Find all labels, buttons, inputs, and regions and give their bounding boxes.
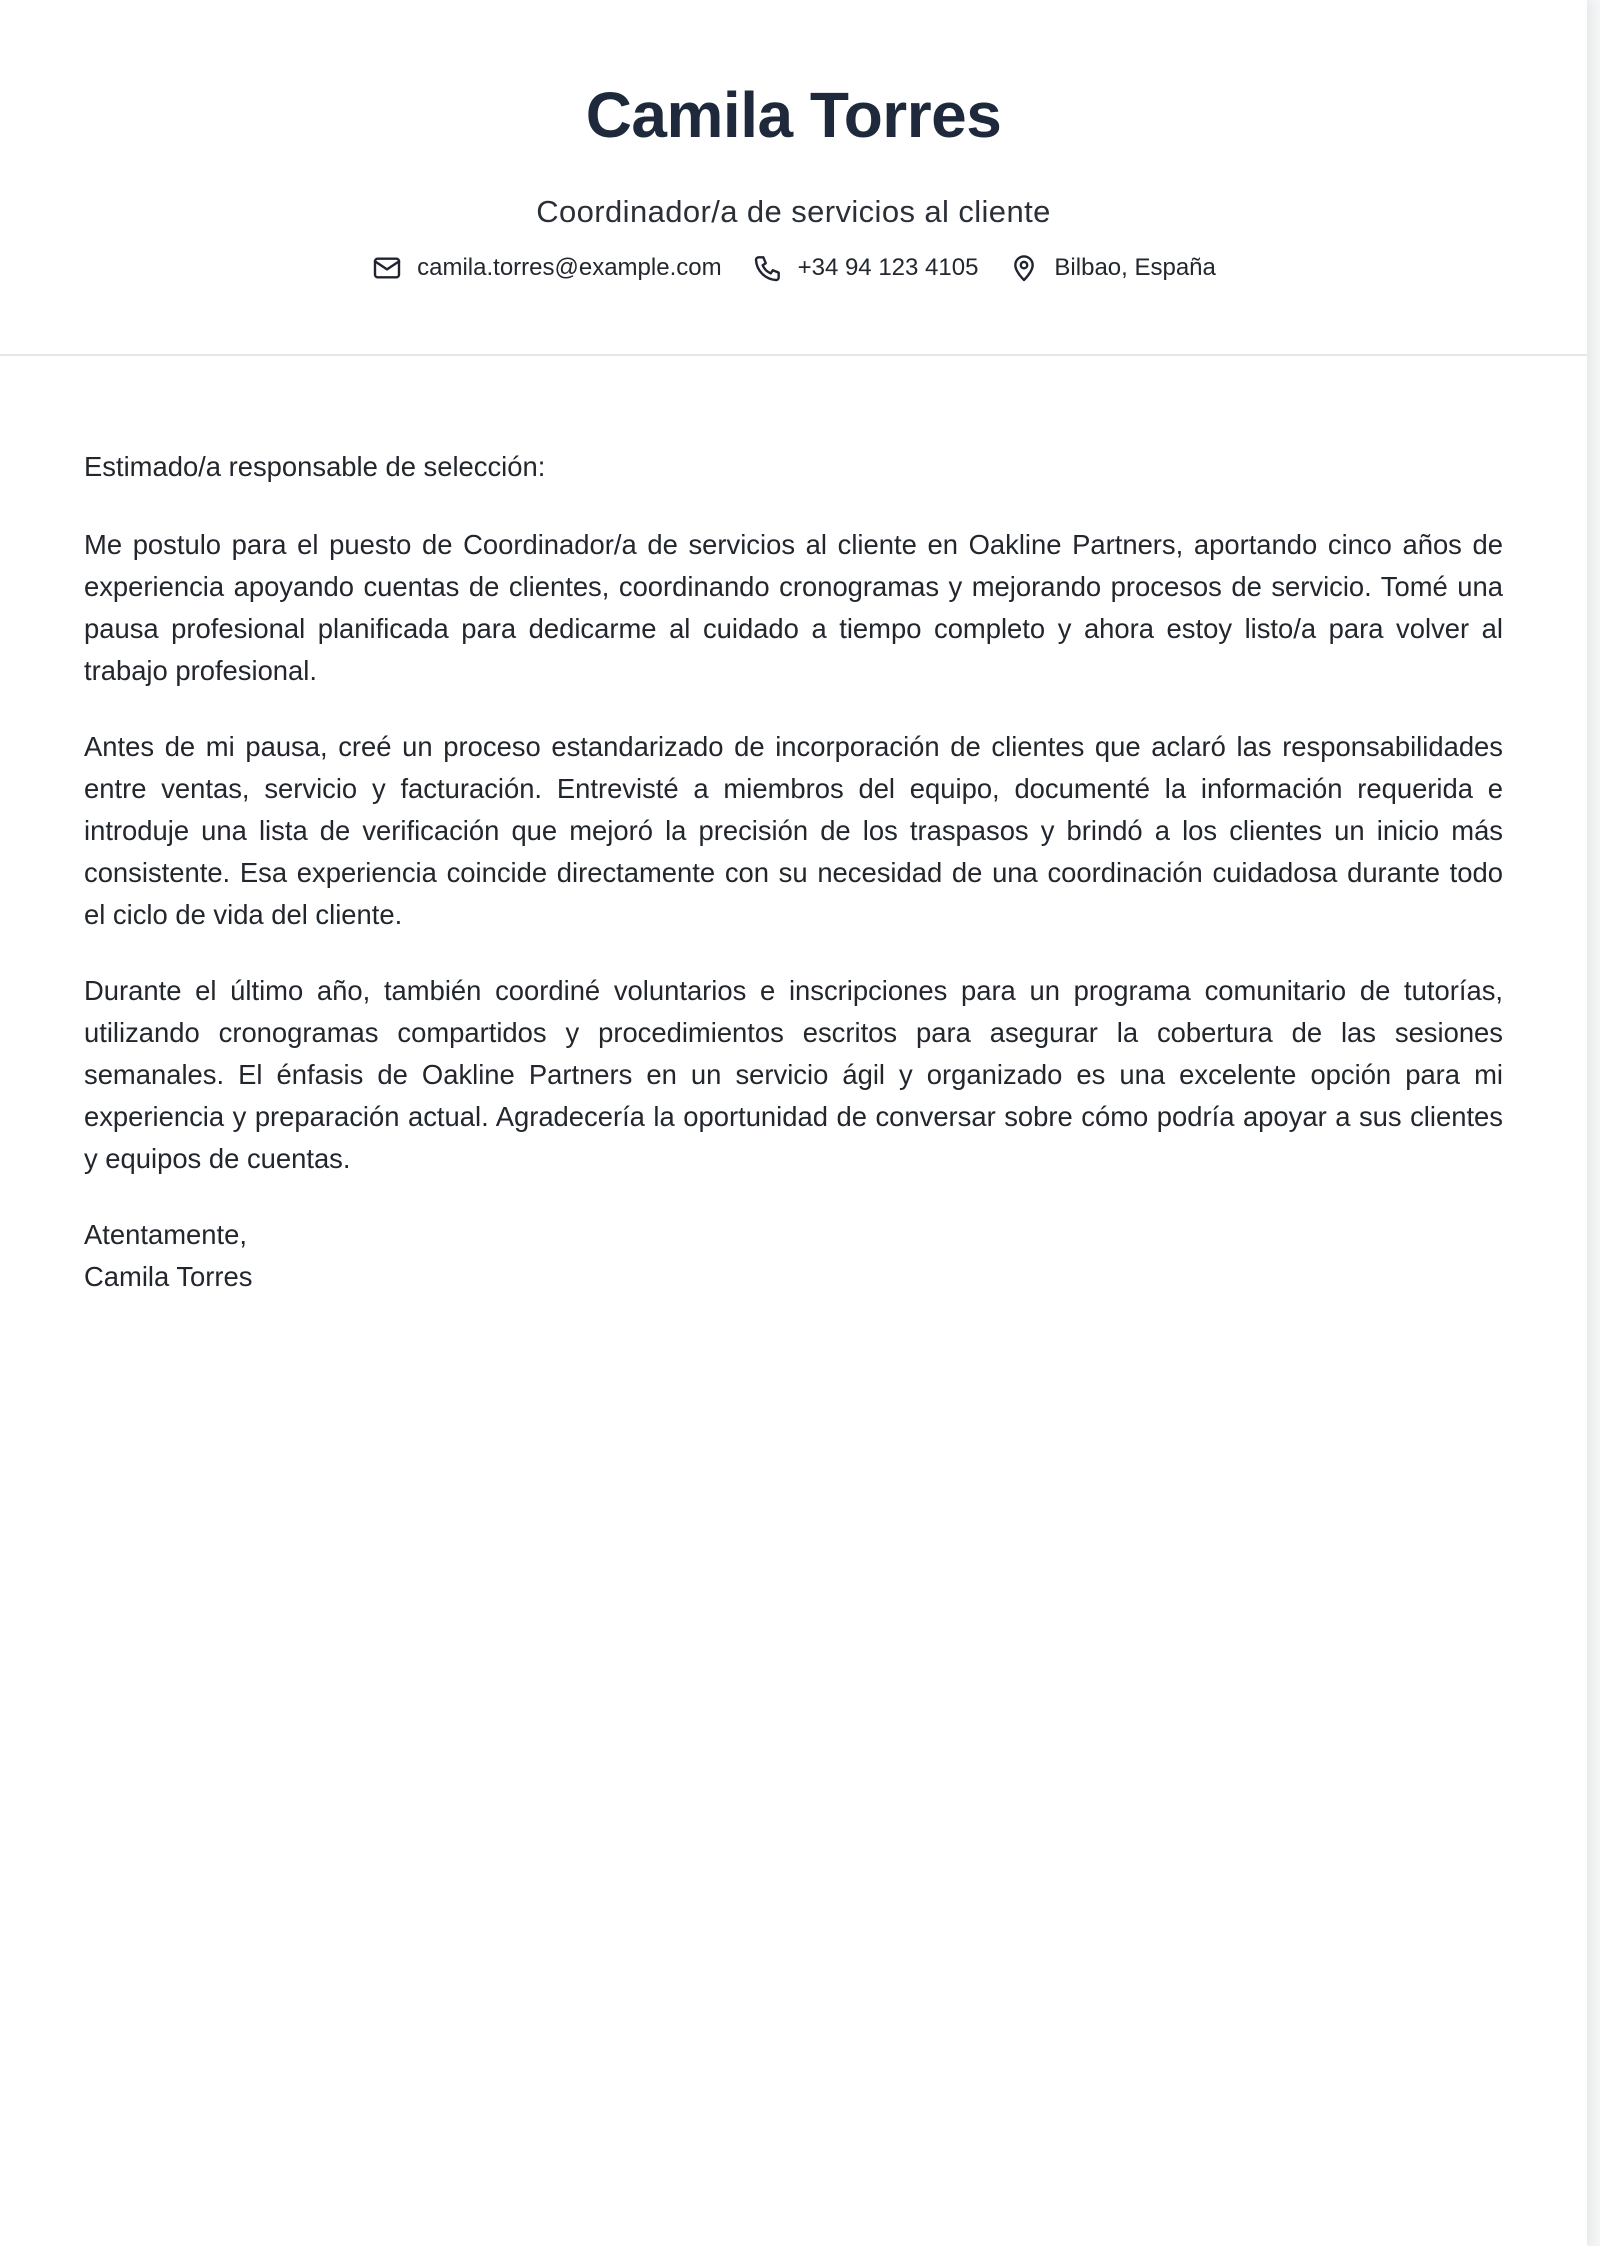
letter-header <box>0 0 1587 356</box>
letter-body <box>0 356 1587 1298</box>
signoff <box>84 1214 1503 1298</box>
signature: Camila Torres <box>84 1261 253 1292</box>
contact-email <box>371 252 721 284</box>
applicant-role: Coordinador/a de servicios al cliente <box>536 194 1051 229</box>
closing: Atentamente, <box>84 1219 247 1250</box>
contact-location <box>1008 252 1215 284</box>
paragraph-1: Me postulo para el puesto de Coordinador/a de servicios al cliente en Oakline Partners, aportando cinco años de experiencia apoyando cuentas de clientes, coordinando cronogramas y mejorando procesos de servicio. Tomé una pausa profesional planificada para dedicarme al cuidado a tiempo completo y ahora estoy listo/a para volver al trabajo profesional. <box>84 529 1503 686</box>
phone-icon <box>752 252 784 284</box>
email-text: camila.torres@example.com <box>417 254 722 281</box>
location-text: Bilbao, España <box>1054 254 1216 281</box>
applicant-name: Camila Torres <box>585 79 1002 151</box>
paragraph-3: Durante el último año, también coordiné voluntarios e inscripciones para un programa comunitario de tutorías, utilizando cronogramas compartidos y procedimientos escritos para asegurar la cobertura de las sesiones semanales. El énfasis de Oakline Partners en un servicio ágil y organizado es una excelente opción para mi experiencia y preparación actual. Agradecería la oportunidad de conversar sobre cómo podría apoyar a sus clientes y equipos de cuentas. <box>84 975 1503 1174</box>
map-pin-icon <box>1008 252 1040 284</box>
mail-icon <box>371 252 403 284</box>
contact-info <box>0 252 1587 284</box>
phone-text: +34 94 123 4105 <box>797 254 979 281</box>
greeting: Estimado/a responsable de selección: <box>84 451 546 482</box>
paragraph-2: Antes de mi pausa, creé un proceso estandarizado de incorporación de clientes que aclaró las responsabilidades entre ventas, servicio y facturación. Entrevisté a miembros del equipo, documenté la información requerida e introduje una lista de verificación que mejoró la precisión de los traspasos y brindó a los clientes un inicio más consistente. Esa experiencia coincide directamente con su necesidad de una coordinación cuidadosa durante todo el ciclo de vida del cliente. <box>84 731 1503 930</box>
contact-phone <box>752 252 979 284</box>
